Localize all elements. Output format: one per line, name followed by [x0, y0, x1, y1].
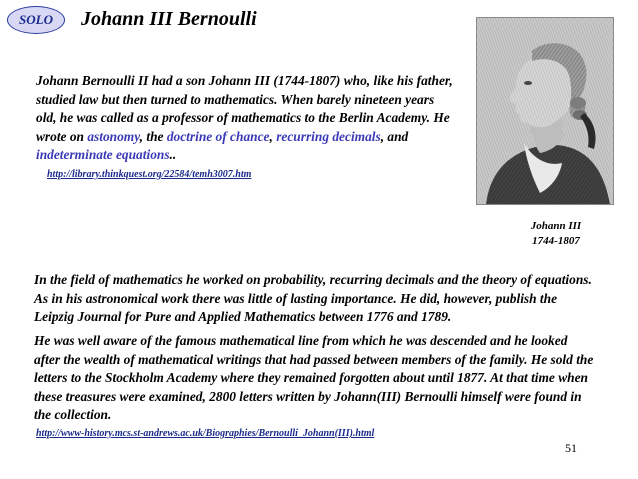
- intro-text: Johann Bernoulli II had a son Johann III (1744-1807) who, like his father, studied law but then turned to mathematics. When barely nineteen years old, he was called as a professor of mathematics to the Berlin Academy. He wrote on: [36, 73, 453, 144]
- portrait-engraving-icon: [476, 17, 614, 205]
- caption-years: 1744-1807: [532, 235, 580, 247]
- intro-sep-1: , the: [139, 128, 167, 144]
- intro-sep-3: , and: [380, 128, 409, 144]
- body-paragraph-1: In the field of mathematics he worked on probability, recurring decimals and the theory of equations. As in his astronomical work there was little of lasting importance. He did, however, publish the Leipzig Journal for Pure and Applied Mathematics between 1776 and 1789.: [34, 272, 592, 324]
- slide-title: Johann III Bernoulli: [81, 8, 257, 30]
- portrait-caption: [496, 219, 616, 249]
- term-indeterminate-equations: indeterminate equations: [36, 147, 170, 163]
- solo-badge-label: SOLO: [19, 12, 53, 27]
- intro-end: ..: [169, 147, 177, 163]
- st-andrews-link[interactable]: http://www-history.mcs.st-andrews.ac.uk/Biographies/Bernoulli_Johann(III).html: [36, 428, 375, 439]
- term-recurring-decimals: recurring decimals: [276, 128, 381, 144]
- page-number: 51: [565, 441, 577, 455]
- term-astronomy: astonomy: [87, 128, 140, 144]
- solo-badge[interactable]: [7, 6, 65, 34]
- thinkquest-link[interactable]: http://library.thinkquest.org/22584/temh3007.htm: [47, 169, 252, 180]
- intro-paragraph: [36, 72, 456, 165]
- term-doctrine-of-chance: doctrine of chance: [166, 128, 270, 144]
- body-paragraph-2: He was well aware of the famous mathematical line from which he was descended and he looked after the wealth of mathematical writings that had passed between members of the family. He sold the letters to the Stockholm Academy where they remained forgotten about until 1877. At that time when these treasures were examined, 2800 letters written by Johann(III) Bernoulli himself were found in the collection.: [34, 333, 594, 422]
- caption-name: Johann III: [530, 220, 582, 232]
- intro-sep-2: ,: [269, 128, 277, 144]
- portrait-image: [476, 17, 614, 205]
